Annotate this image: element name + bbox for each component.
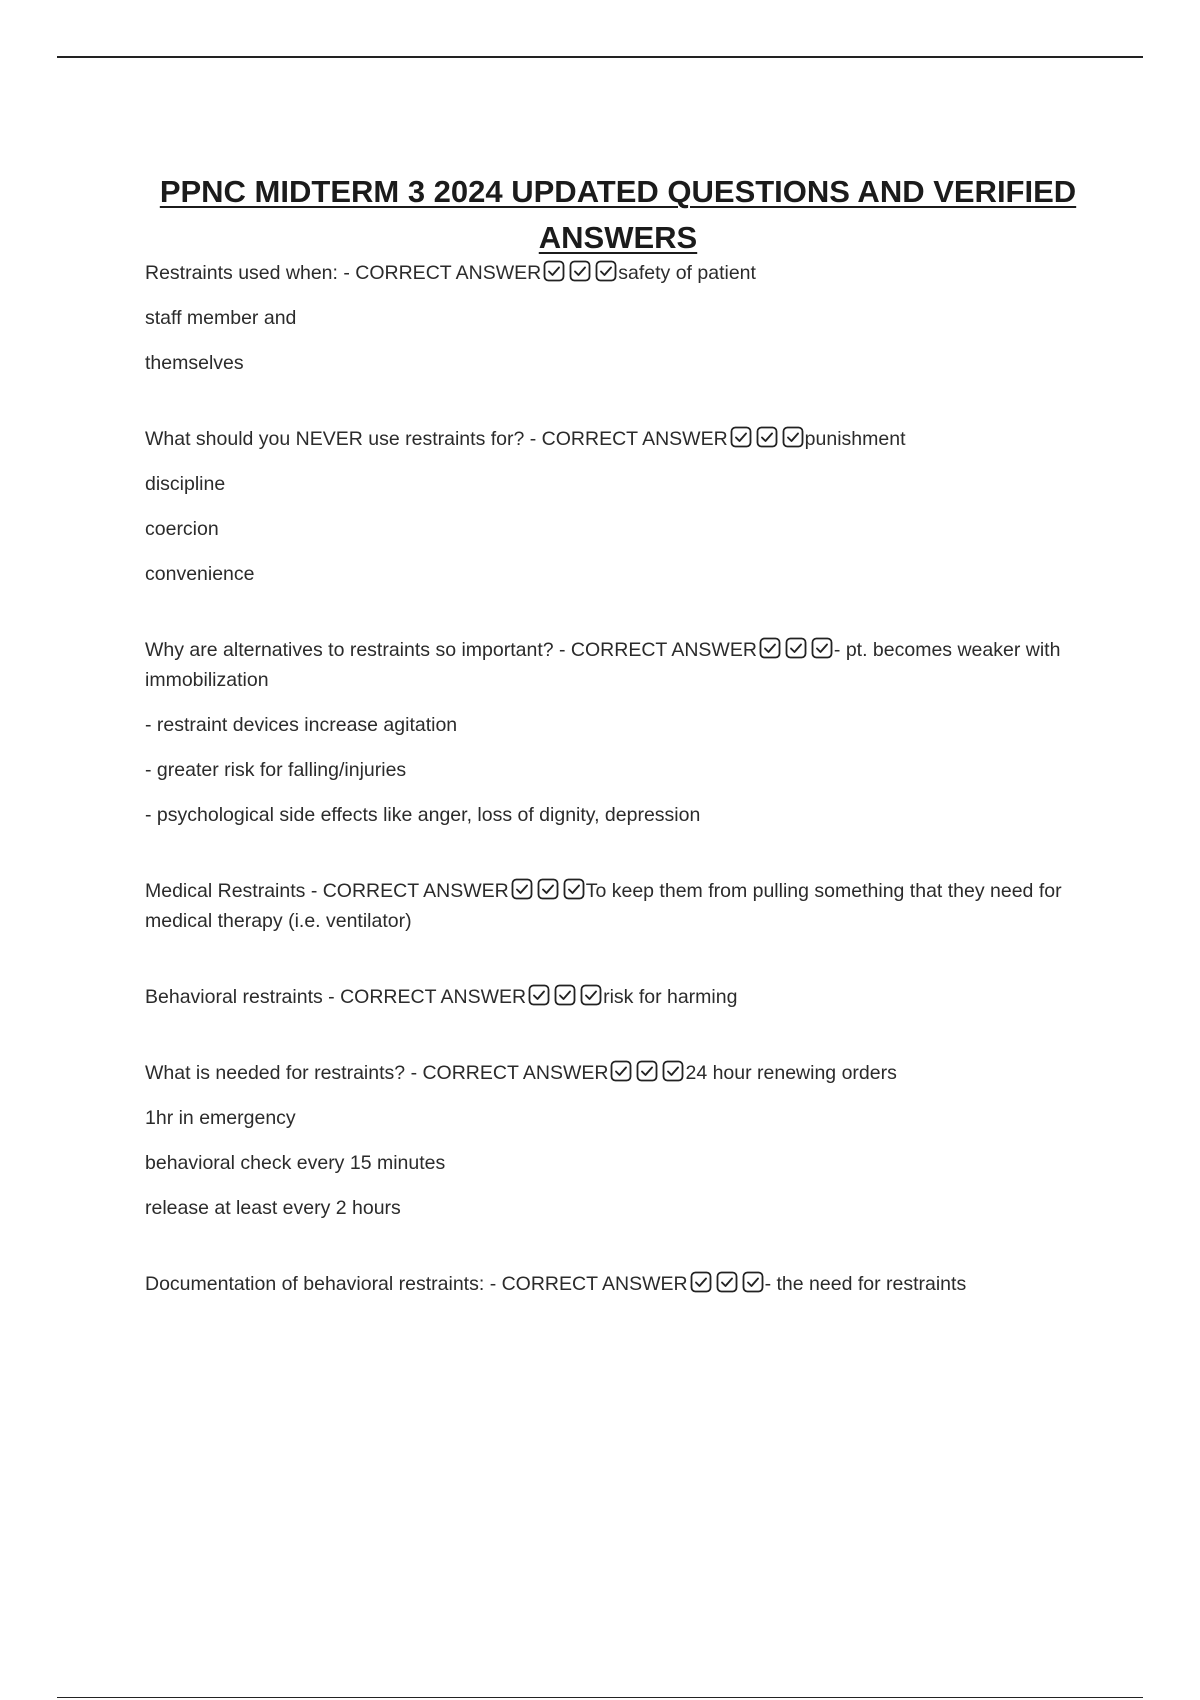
document-title: PPNC MIDTERM 3 2024 UPDATED QUESTIONS AND VERIFIED ANSWERS [159, 173, 1077, 255]
qa-item [145, 876, 1090, 936]
checkbox-check-icon [563, 878, 585, 900]
header-rule [57, 56, 1143, 58]
answer-line: release at least every 2 hours [145, 1197, 401, 1219]
answer-line: - restraint devices increase agitation [145, 714, 458, 736]
question-text: Why are alternatives to restraints so important? [145, 639, 554, 661]
answer-text: punishment [804, 428, 906, 450]
checkbox-check-icon [595, 260, 617, 282]
checkbox-check-icon [569, 260, 591, 282]
checkbox-check-icon [662, 1060, 684, 1082]
answer-text: To keep them from pulling something that they need for medical therapy (i.e. ventilator) [145, 880, 1062, 932]
answer-marker: - CORRECT ANSWER [343, 262, 542, 284]
question-line [145, 635, 1090, 695]
qa-item [145, 1269, 1090, 1299]
answer-marker: - CORRECT ANSWER [559, 639, 757, 661]
qa-item [145, 982, 1090, 1012]
checkbox-check-icon [610, 1060, 632, 1082]
question-line [145, 876, 1090, 936]
qa-item [145, 635, 1090, 830]
answer-text: - pt. becomes weaker with immobilization [145, 639, 1061, 691]
question-text: Medical Restraints [145, 880, 306, 902]
checkbox-check-icon [528, 984, 550, 1006]
checkbox-check-icon [690, 1271, 712, 1293]
checkmarks [528, 984, 602, 1006]
answer-line: discipline [145, 473, 226, 495]
answer-line: - greater risk for falling/injuries [145, 759, 407, 781]
question-text: What is needed for restraints? [145, 1062, 406, 1084]
answer-line: convenience [145, 563, 255, 585]
checkbox-check-icon [636, 1060, 658, 1082]
checkbox-check-icon [759, 637, 781, 659]
qa-item [145, 258, 1090, 378]
checkmarks [690, 1271, 764, 1293]
answer-line: staff member and [145, 307, 297, 329]
checkmarks [511, 878, 585, 900]
checkbox-check-icon [782, 426, 804, 448]
checkbox-check-icon [511, 878, 533, 900]
answer-line: themselves [145, 352, 244, 374]
answer-marker: - CORRECT ANSWER [410, 1062, 609, 1084]
question-text: Documentation of behavioral restraints: [145, 1273, 485, 1295]
answer-text: safety of patient [618, 262, 756, 284]
question-line [145, 1269, 1090, 1299]
checkmarks [730, 426, 804, 448]
question-line [145, 424, 1090, 454]
answer-text: - the need for restraints [764, 1273, 967, 1295]
answer-marker: - CORRECT ANSWER [529, 428, 728, 450]
checkbox-check-icon [537, 878, 559, 900]
answer-line: 1hr in emergency [145, 1107, 296, 1129]
checkbox-check-icon [543, 260, 565, 282]
answer-line: - psychological side effects like anger, loss of dignity, depression [145, 804, 701, 826]
question-line [145, 982, 1090, 1012]
checkbox-check-icon [785, 637, 807, 659]
checkbox-check-icon [554, 984, 576, 1006]
checkbox-check-icon [756, 426, 778, 448]
checkbox-check-icon [580, 984, 602, 1006]
answer-line: behavioral check every 15 minutes [145, 1152, 446, 1174]
answer-marker: - CORRECT ANSWER [328, 986, 527, 1008]
question-line [145, 1058, 1090, 1088]
footer-rule [57, 1697, 1143, 1698]
question-text: Behavioral restraints [145, 986, 323, 1008]
answer-text: risk for harming [603, 986, 738, 1008]
checkbox-check-icon [730, 426, 752, 448]
question-text: Restraints used when: [145, 262, 338, 284]
answer-marker: - CORRECT ANSWER [489, 1273, 688, 1295]
checkmarks [610, 1060, 684, 1082]
answer-text: 24 hour renewing orders [685, 1062, 897, 1084]
answer-marker: - CORRECT ANSWER [310, 880, 509, 902]
checkbox-check-icon [716, 1271, 738, 1293]
checkmarks [543, 260, 617, 282]
qa-list [145, 258, 1090, 1345]
checkbox-check-icon [811, 637, 833, 659]
qa-item [145, 1058, 1090, 1223]
checkbox-check-icon [742, 1271, 764, 1293]
question-text: What should you NEVER use restraints for? [145, 428, 525, 450]
answer-line: coercion [145, 518, 219, 540]
question-line [145, 258, 1090, 288]
checkmarks [759, 637, 833, 659]
qa-item [145, 424, 1090, 589]
